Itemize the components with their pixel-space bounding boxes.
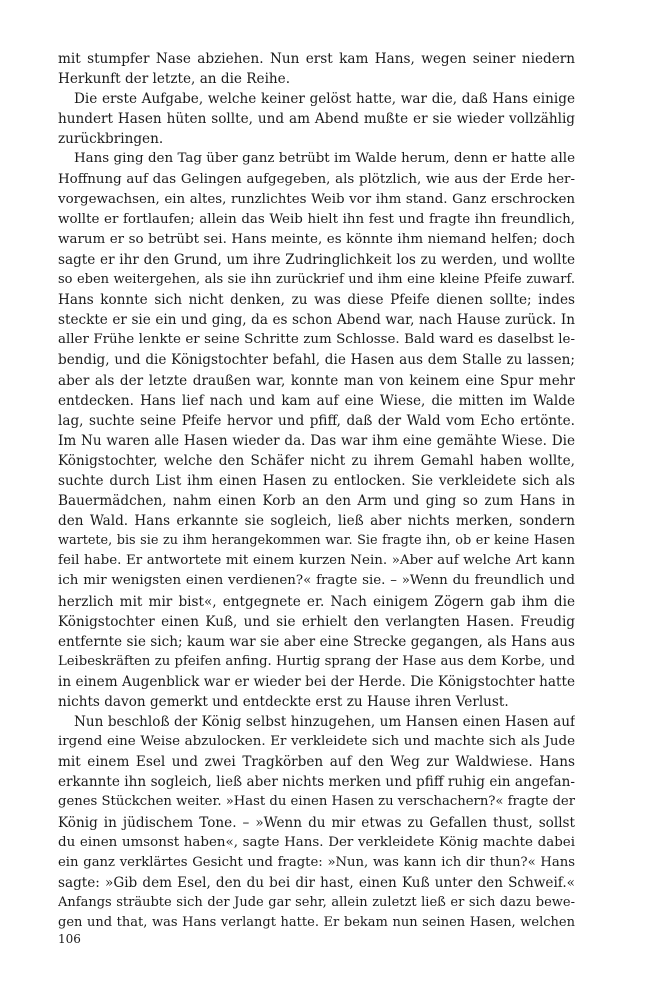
text-line: sagte er ihr den Grund, um ihre Zudringlichkeit los zu werden, und wollte: [58, 251, 575, 268]
text-line: Herkunft der letzte, an die Reihe.: [58, 71, 291, 88]
text-line: Hoffnung auf das Gelingen aufgegeben, als plötzlich, wie aus der Erde her-: [58, 171, 575, 187]
text-line: mit stumpfer Nase abziehen. Nun erst kam Hans, wegen seiner niedern: [58, 51, 575, 67]
text-line: wartete, bis sie zu ihm herangekommen war. Sie fragte ihn, ob er keine Hasen: [58, 533, 575, 549]
text-line: irgend eine Weise abzulocken. Er verkleidete sich und machte sich als Jude: [58, 734, 575, 750]
text-line: zurückbringen.: [58, 131, 164, 148]
text-line: Leibeskräften zu pfeifen anfing. Hurtig sprang der Hase aus dem Korbe, und: [58, 653, 575, 669]
text-line: König in jüdischem Tone. – »Wenn du mir etwas zu Gefallen thust, sollst: [58, 814, 575, 831]
text-line: ein ganz verklärtes Gesicht und fragte: »Nun, was kann ich dir thun?« Hans: [58, 854, 575, 870]
text-line: suchte durch List ihm einen Hasen zu entlocken. Sie verkleidete sich als: [58, 472, 575, 489]
text-line: aber als der letzte draußen war, konnte man von keinem eine Spur mehr: [58, 372, 575, 389]
text-line: aller Frühe lenkte er seine Schritte zum Schlosse. Bald ward es daselbst le-: [58, 332, 575, 348]
text-line: so eben weitergehen, als sie ihn zurückrief und ihm eine kleine Pfeife zuwarf.: [58, 272, 575, 288]
text-line: lag, suchte seine Pfeife hervor und pfiff, daß der Wald vom Echo ertönte.: [58, 412, 575, 429]
text-line: Königstochter, welche den Schäfer nicht zu ihrem Gemahl haben wollte,: [58, 452, 575, 469]
text-line: den Wald. Hans erkannte sie sogleich, ließ aber nichts merken, sondern: [58, 513, 575, 530]
text-line: Nun beschloß der König selbst hinzugehen, um Hansen einen Hasen auf: [74, 714, 575, 731]
text-line: feil habe. Er antwortete mit einem kurzen Nein. »Aber auf welche Art kann: [58, 553, 575, 569]
text-line: vorgewachsen, ein altes, runzlichtes Weib vor ihm stand. Ganz erschrocken: [58, 191, 575, 207]
text-line: gen und that, was Hans verlangt hatte. Er bekam nun seinen Hasen, welchen: [58, 915, 575, 931]
text-line: Anfangs sträubte sich der Jude gar sehr, allein zuletzt ließ er sich dazu bewe-: [58, 894, 575, 910]
text-line: genes Stückchen weiter. »Hast du einen Hasen zu verschachern?« fragte der: [58, 794, 575, 810]
page-body: [58, 49, 575, 933]
text-line: Königstochter einen Kuß, und sie erhielt den verlangten Hasen. Freudig: [58, 613, 575, 630]
text-line: ich mir wenigsten einen verdienen?« fragte sie. – »Wenn du freundlich und: [58, 573, 575, 589]
text-line: bendig, und die Königstochter befahl, die Hasen aus dem Stalle zu lassen;: [58, 352, 575, 369]
text-line: entfernte sie sich; kaum war sie aber eine Strecke gegangen, als Hans aus: [58, 633, 575, 650]
text-line: warum er so betrübt sei. Hans meinte, es könnte ihm niemand helfen; doch: [58, 231, 575, 247]
text-line: Hans ging den Tag über ganz betrübt im Walde herum, denn er hatte alle: [74, 151, 575, 167]
text-line: Hans konnte sich nicht denken, zu was diese Pfeife dienen sollte; indes: [58, 292, 575, 309]
page-number: 106: [58, 932, 81, 946]
text-line: nichts davon gemerkt und entdeckte erst zu Hause ihren Verlust.: [58, 694, 509, 710]
text-line: Bauermädchen, nahm einen Korb an den Arm und ging so zum Hans in: [58, 493, 575, 510]
text-line: herzlich mit mir bist«, entgegnete er. Nach einigem Zögern gab ihm die: [58, 593, 575, 610]
text-line: in einem Augenblick war er wieder bei der Herde. Die Königstochter hatte: [58, 673, 575, 690]
text-line: entdecken. Hans lief nach und kam auf eine Wiese, die mitten im Walde: [58, 392, 575, 409]
text-line: mit einem Esel und zwei Tragkörben auf den Weg zur Waldwiese. Hans: [58, 754, 575, 771]
text-line: sagte: »Gib dem Esel, den du bei dir hast, einen Kuß unter den Schweif.«: [58, 874, 575, 891]
text-line: du einen umsonst haben«, sagte Hans. Der verkleidete König machte dabei: [58, 834, 575, 850]
text-line: Die erste Aufgabe, welche keiner gelöst hatte, war die, daß Hans einige: [74, 91, 575, 108]
text-line: erkannte ihn sogleich, ließ aber nichts merken und pfiff ruhig ein angefan-: [58, 774, 575, 791]
text-line: wollte er fortlaufen; allein das Weib hielt ihn fest und fragte ihn freundlich,: [58, 211, 575, 227]
text-line: hundert Hasen hüten sollte, und am Abend mußte er sie wieder vollzählig: [58, 111, 575, 128]
text-line: Im Nu waren alle Hasen wieder da. Das war ihm eine gemähte Wiese. Die: [58, 432, 575, 449]
text-line: steckte er sie ein und ging, da es schon Abend war, nach Hause zurück. In: [58, 312, 575, 329]
